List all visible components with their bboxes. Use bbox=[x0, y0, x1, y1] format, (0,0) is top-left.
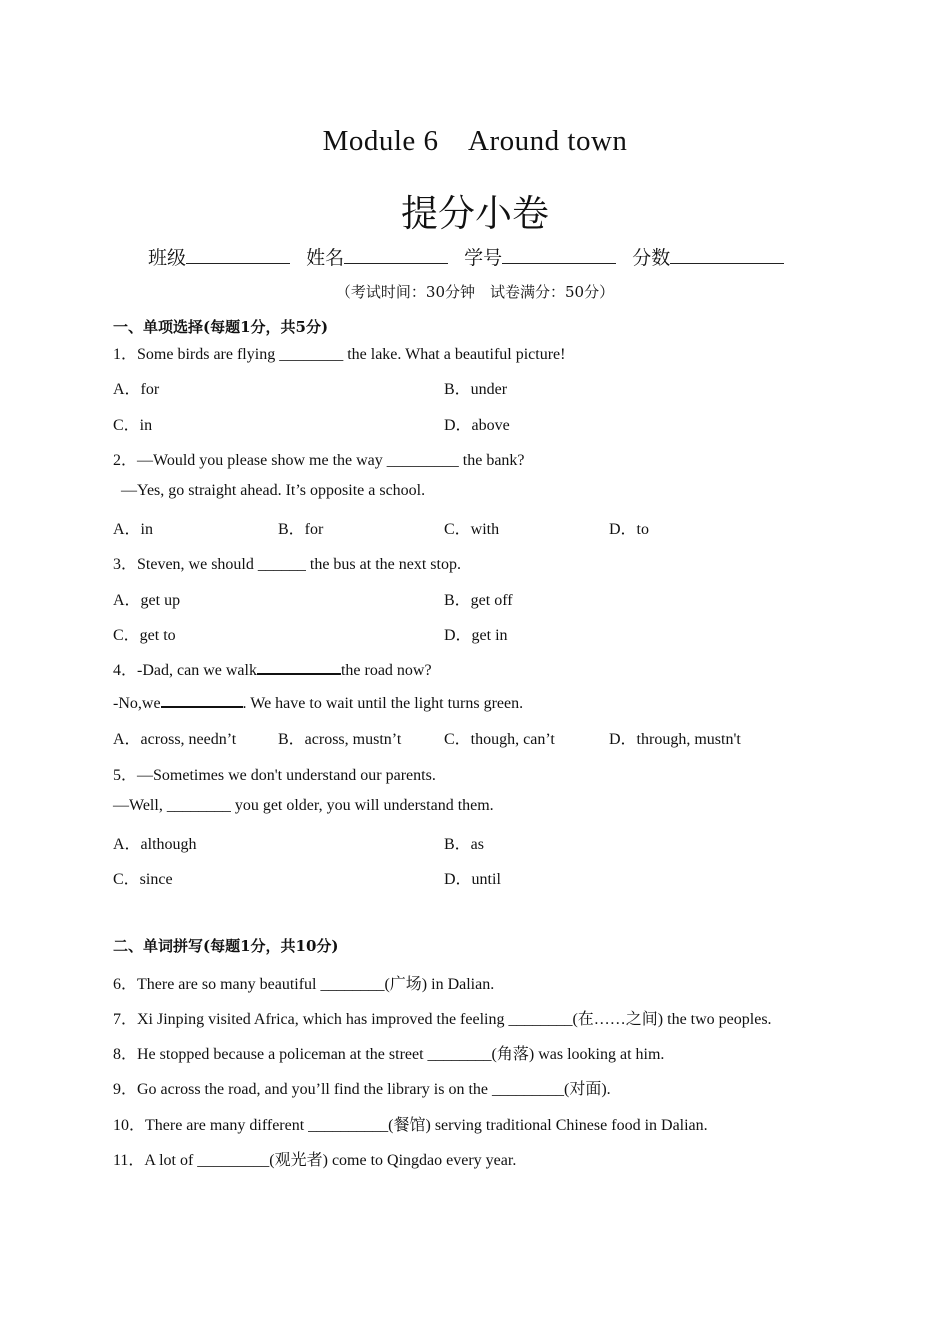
q1-option-c: C．in bbox=[113, 417, 153, 434]
q3-stem: 3．Steven, we should ______ the bus at the next stop. bbox=[113, 556, 461, 573]
q1-stem: 1．Some birds are flying ________ the lake. What a beautiful picture! bbox=[113, 346, 566, 363]
q2-option-c: C．with bbox=[444, 521, 500, 538]
q1-option-b: B．under bbox=[444, 381, 508, 398]
q5-option-b: B．as bbox=[444, 836, 485, 853]
exam-time-note: （考试时间：30分钟 试卷满分：50分） bbox=[335, 283, 615, 301]
q3-option-b: B．get off bbox=[444, 592, 513, 609]
spelling-item: 7．Xi Jinping visited Africa, which has improved the feeling ________(在……之间) the two peoples. bbox=[113, 1011, 772, 1028]
page-subtitle: 提分小卷 bbox=[401, 192, 549, 235]
name-blank[interactable] bbox=[344, 245, 448, 264]
score-field bbox=[632, 243, 784, 270]
section2-heading: 二、单词拼写(每题1分，共10分) bbox=[113, 937, 339, 955]
q4-stem-pre: 4．-Dad, can we walk bbox=[113, 662, 257, 679]
q4-option-b: B．across, mustn’t bbox=[278, 731, 402, 748]
q5-option-c: C．since bbox=[113, 871, 173, 888]
q3-option-c: C．get to bbox=[113, 627, 176, 644]
q4-option-a: A．across, needn’t bbox=[113, 731, 237, 748]
class-blank[interactable] bbox=[186, 245, 290, 264]
score-label: 分数 bbox=[632, 247, 671, 269]
q4-blank-1[interactable] bbox=[257, 659, 341, 675]
name-field bbox=[306, 243, 448, 270]
class-label: 班级 bbox=[148, 247, 187, 269]
q4-stem bbox=[113, 657, 432, 680]
spelling-item: 11．A lot of _________(观光者) come to Qingdao every year. bbox=[113, 1152, 517, 1169]
spelling-item: 6．There are so many beautiful ________(广场) in Dalian. bbox=[113, 976, 495, 993]
q5-stem: 5．—Sometimes we don't understand our parents. bbox=[113, 767, 436, 784]
section1-heading: 一、单项选择(每题1分，共5分) bbox=[113, 318, 329, 336]
q5-answer-line: —Well, ________ you get older, you will understand them. bbox=[113, 797, 494, 814]
class-field bbox=[148, 243, 290, 270]
q2-option-d: D．to bbox=[609, 521, 650, 538]
q4-blank-2[interactable] bbox=[161, 692, 243, 708]
spelling-item: 8．He stopped because a policeman at the street ________(角落) was looking at him. bbox=[113, 1046, 665, 1063]
q4-option-c: C．though, can’t bbox=[444, 731, 555, 748]
q5-option-a: A．although bbox=[113, 836, 197, 853]
q1-option-d: D．above bbox=[444, 417, 510, 434]
q4-line2-pre: -No,we bbox=[113, 695, 161, 712]
q3-option-d: D．get in bbox=[444, 627, 508, 644]
q1-option-a: A．for bbox=[113, 381, 160, 398]
q3-option-a: A．get up bbox=[113, 592, 181, 609]
q2-option-b: B．for bbox=[278, 521, 324, 538]
student-info-row bbox=[148, 243, 794, 270]
q2-stem: 2．—Would you please show me the way _________ the bank? bbox=[113, 452, 525, 469]
q4-option-d: D．through, mustn't bbox=[609, 731, 741, 748]
q5-option-d: D．until bbox=[444, 871, 501, 888]
spelling-item: 10．There are many different __________(餐馆) serving traditional Chinese food in Dalian. bbox=[113, 1117, 708, 1134]
student-id-blank[interactable] bbox=[502, 245, 616, 264]
q2-option-a: A．in bbox=[113, 521, 154, 538]
spelling-item: 9．Go across the road, and you’ll find the library is on the _________(对面). bbox=[113, 1081, 611, 1098]
q4-answer-line bbox=[113, 692, 523, 713]
name-label: 姓名 bbox=[306, 247, 345, 269]
score-blank[interactable] bbox=[670, 245, 784, 264]
q2-answer-line: —Yes, go straight ahead. It’s opposite a school. bbox=[121, 482, 426, 499]
q4-line2-post: . We have to wait until the light turns green. bbox=[242, 695, 524, 712]
page-title: Module 6 Around town bbox=[322, 125, 628, 157]
q4-stem-post: the road now? bbox=[340, 662, 432, 679]
student-id-label: 学号 bbox=[464, 247, 503, 269]
student-id-field bbox=[464, 243, 616, 270]
